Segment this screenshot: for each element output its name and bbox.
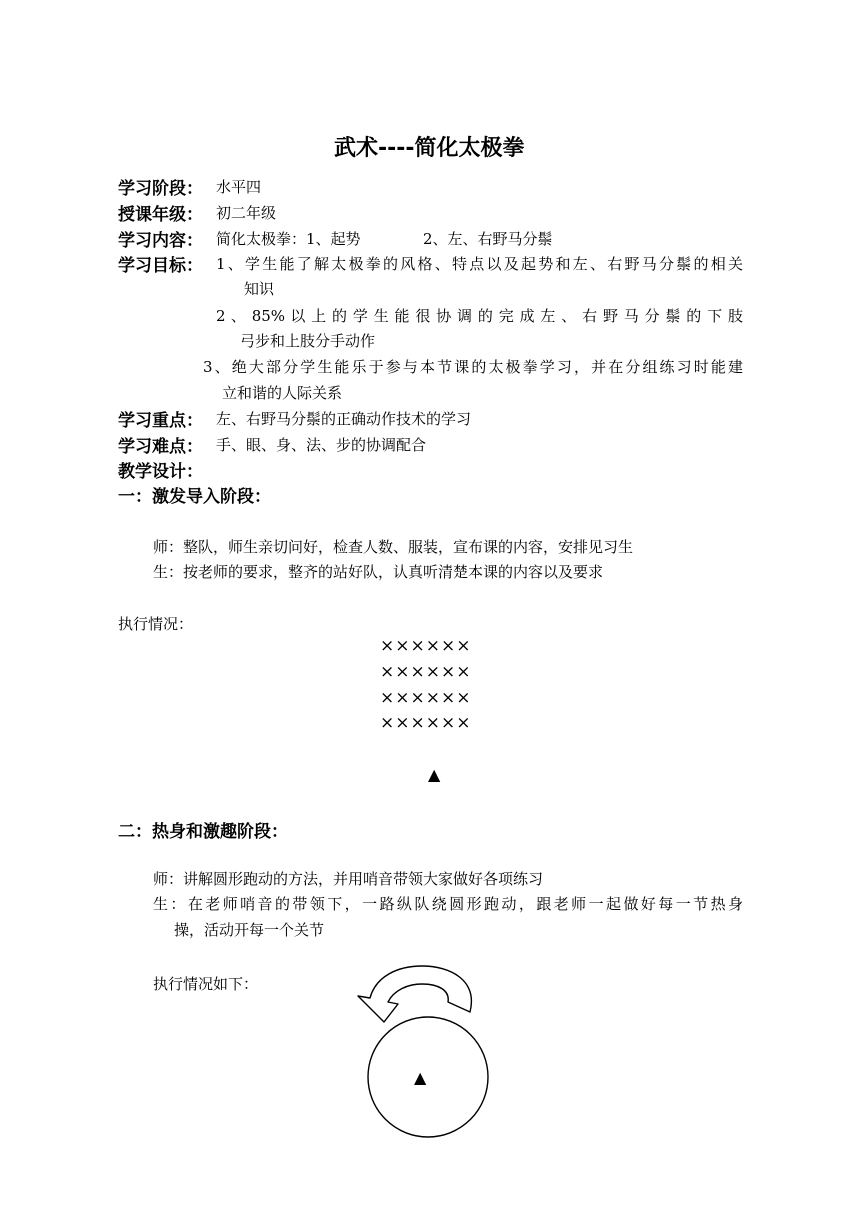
curved-arrow-icon [358, 966, 471, 1022]
formation-row: ×××××× [380, 688, 472, 708]
content-value-2: 2、左、右野马分鬃 [423, 230, 553, 248]
formation-row: ×××××× [380, 636, 472, 656]
section-2-heading: 二：热身和激趣阶段： [118, 822, 288, 842]
stage-label: 学习阶段： [118, 179, 203, 199]
page-title: 武术----简化太极拳 [334, 136, 525, 161]
section-2-exec-label: 执行情况如下： [153, 975, 259, 993]
goal-label: 学习目标： [118, 256, 203, 276]
grade-value: 初二年级 [216, 204, 277, 222]
goal-2-line-1: 2 、 85% 以 上 的 学 生 能 很 协 调 的 完 成 左 、 右 野 马 分 鬃 的 下 肢 [216, 307, 743, 325]
formation-row: ×××××× [380, 662, 472, 682]
goal-3-line-1: 3、绝大部分学生能乐于参与本节课的太极拳学习，并在分组练习时能建 [203, 358, 743, 376]
content-label: 学习内容： [118, 231, 203, 251]
content-value: 简化太极拳：1、起势 [216, 230, 361, 248]
section-2-student-text-line-1: 生：在老师哨音的带领下，一路纵队绕圆形跑动，跟老师一起做好每一节热身 [153, 895, 743, 913]
circle-run-diagram [350, 960, 500, 1140]
difficulty-value: 手、眼、身、法、步的协调配合 [216, 436, 427, 454]
running-circle [368, 1017, 488, 1137]
key-label: 学习重点： [118, 411, 203, 431]
teacher-center-marker: ▲ [414, 1068, 427, 1087]
design-label: 教学设计： [118, 462, 203, 482]
goal-3-line-2: 立和谐的人际关系 [222, 384, 343, 402]
teacher-position-marker: ▲ [428, 765, 441, 784]
section-1-student-text: 生：按老师的要求，整齐的站好队，认真听清楚本课的内容以及要求 [153, 563, 604, 581]
goal-1-line-2: 知识 [244, 280, 275, 298]
section-1-exec-label: 执行情况： [118, 615, 194, 633]
difficulty-label: 学习难点： [118, 437, 203, 457]
section-1-teacher-text: 师：整队，师生亲切问好，检查人数、服装，宣布课的内容，安排见习生 [153, 538, 634, 556]
grade-label: 授课年级： [118, 205, 203, 225]
goal-1-line-1: 1、学生能了解太极拳的风格、特点以及起势和左、右野马分鬃的相关 [216, 255, 743, 273]
stage-value: 水平四 [216, 178, 262, 196]
goal-2-line-2: 弓步和上肢分手动作 [240, 332, 376, 350]
formation-row: ×××××× [380, 713, 472, 733]
key-value: 左、右野马分鬃的正确动作技术的学习 [216, 410, 472, 428]
section-2-student-text-line-2: 操，活动开每一个关节 [174, 921, 325, 939]
section-1-heading: 一：激发导入阶段： [118, 487, 271, 507]
section-2-teacher-text: 师：讲解圆形跑动的方法，并用哨音带领大家做好各项练习 [153, 870, 544, 888]
